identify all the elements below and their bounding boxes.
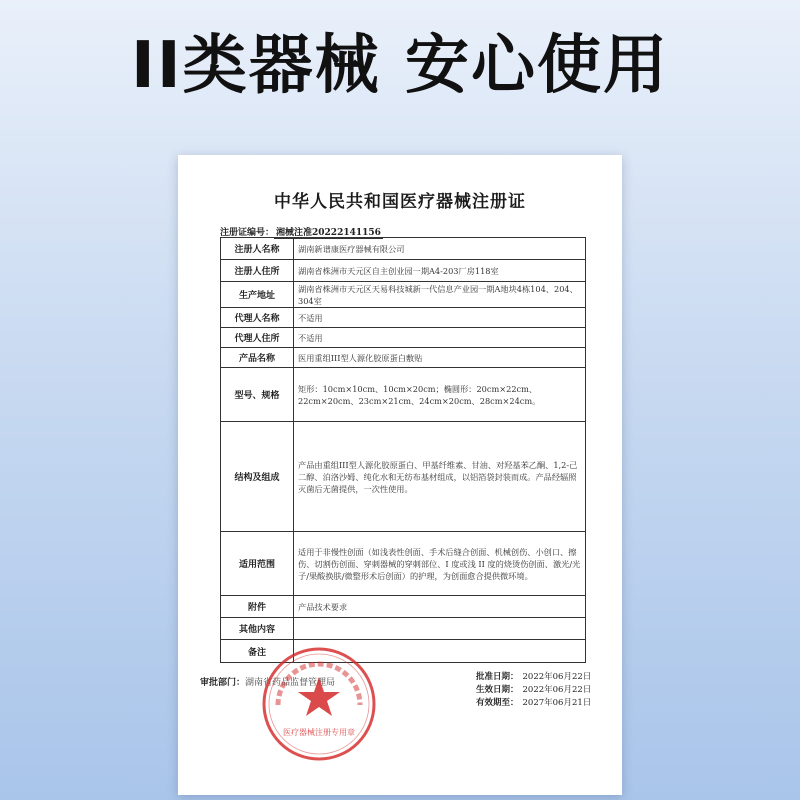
effective-date-row — [476, 684, 616, 697]
row-label: 代理人住所 — [221, 328, 294, 347]
expiry-date-row — [476, 697, 616, 710]
row-value: 矩形：10cm×10cm、10cm×20cm；椭圆形：20cm×22cm、22cm×20cm、23cm×21cm、24cm×20cm、28cm×24cm。 — [298, 383, 541, 406]
expiry-date-value: 2027年06月21日 — [522, 698, 592, 708]
row-label: 备注 — [221, 640, 294, 662]
banner-headline: II类器械 安心使用 — [131, 29, 669, 103]
row-label: 结构及组成 — [221, 422, 294, 531]
row-label: 其他内容 — [221, 618, 294, 639]
table-row — [221, 596, 585, 618]
row-label: 注册人名称 — [221, 238, 294, 259]
registration-number-value: 湘械注准20222141156 — [276, 228, 381, 238]
row-value: 不适用 — [298, 312, 323, 323]
row-value: 湖南省株洲市天元区自主创业园一期A4-203厂房118室 — [298, 265, 499, 276]
row-value: 产品由重组III型人源化胶原蛋白、甲基纤维素、甘油、对羟基苯乙酮、1,2-己二醇、泊洛沙姆、纯化水和无纺布基材组成，以铝箔袋封装而成。产品经辐照灭菌后无菌提供，一次性使用。 — [298, 459, 578, 494]
expiry-date-label: 有效期至： — [476, 698, 519, 708]
row-label: 适用范围 — [221, 532, 294, 595]
table-row — [221, 368, 585, 422]
certificate-dates — [476, 671, 616, 710]
row-value: 适用于非慢性创面（如浅表性创面、手术后缝合创面、机械创伤、小创口、擦伤、切割伤创面、穿刺器械的穿刺部位、I 度或浅 II 度的烧烫伤创面、激光/光子/果酸换肤/微整形术后创面）的护理，为创面愈合提供微环境。 — [298, 546, 581, 581]
row-label: 注册人住所 — [221, 260, 294, 281]
approval-department-label: 审批部门： — [200, 678, 246, 688]
seal-text: 医疗器械注册专用章 — [283, 728, 355, 737]
official-seal-icon — [260, 645, 378, 763]
row-label: 生产地址 — [221, 282, 294, 307]
table-row — [221, 308, 585, 328]
row-label: 代理人名称 — [221, 308, 294, 327]
row-value: 不适用 — [298, 332, 323, 343]
table-row — [221, 618, 585, 640]
approval-department-value: 湖南省药品监督管理局 — [245, 678, 336, 688]
approve-date-row — [476, 671, 616, 684]
table-row — [221, 282, 585, 308]
row-label: 产品名称 — [221, 348, 294, 367]
effective-date-label: 生效日期： — [476, 685, 519, 695]
certificate-table — [220, 237, 586, 663]
row-value: 湖南新谱康医疗器械有限公司 — [298, 243, 405, 254]
certificate-title: 中华人民共和国医疗器械注册证 — [274, 192, 526, 212]
table-row — [221, 328, 585, 348]
table-row — [221, 422, 585, 532]
approve-date-label: 批准日期： — [476, 672, 519, 682]
table-row — [221, 260, 585, 282]
row-value: 湖南省株洲市天元区天易科技城新一代信息产业园一期A地块4栋104、204、304室 — [298, 283, 578, 306]
approve-date-value: 2022年06月22日 — [522, 672, 592, 682]
table-row — [221, 238, 585, 260]
row-value: 医用重组III型人源化胶原蛋白敷贴 — [298, 352, 423, 363]
effective-date-value: 2022年06月22日 — [522, 685, 592, 695]
table-row — [221, 532, 585, 596]
row-label: 型号、规格 — [221, 368, 294, 421]
table-row — [221, 348, 585, 368]
row-label: 附件 — [221, 596, 294, 617]
row-value: 产品技术要求 — [298, 601, 348, 612]
registration-number-label: 注册证编号： — [220, 228, 275, 238]
row-value — [294, 618, 585, 639]
registration-certificate — [178, 155, 622, 795]
